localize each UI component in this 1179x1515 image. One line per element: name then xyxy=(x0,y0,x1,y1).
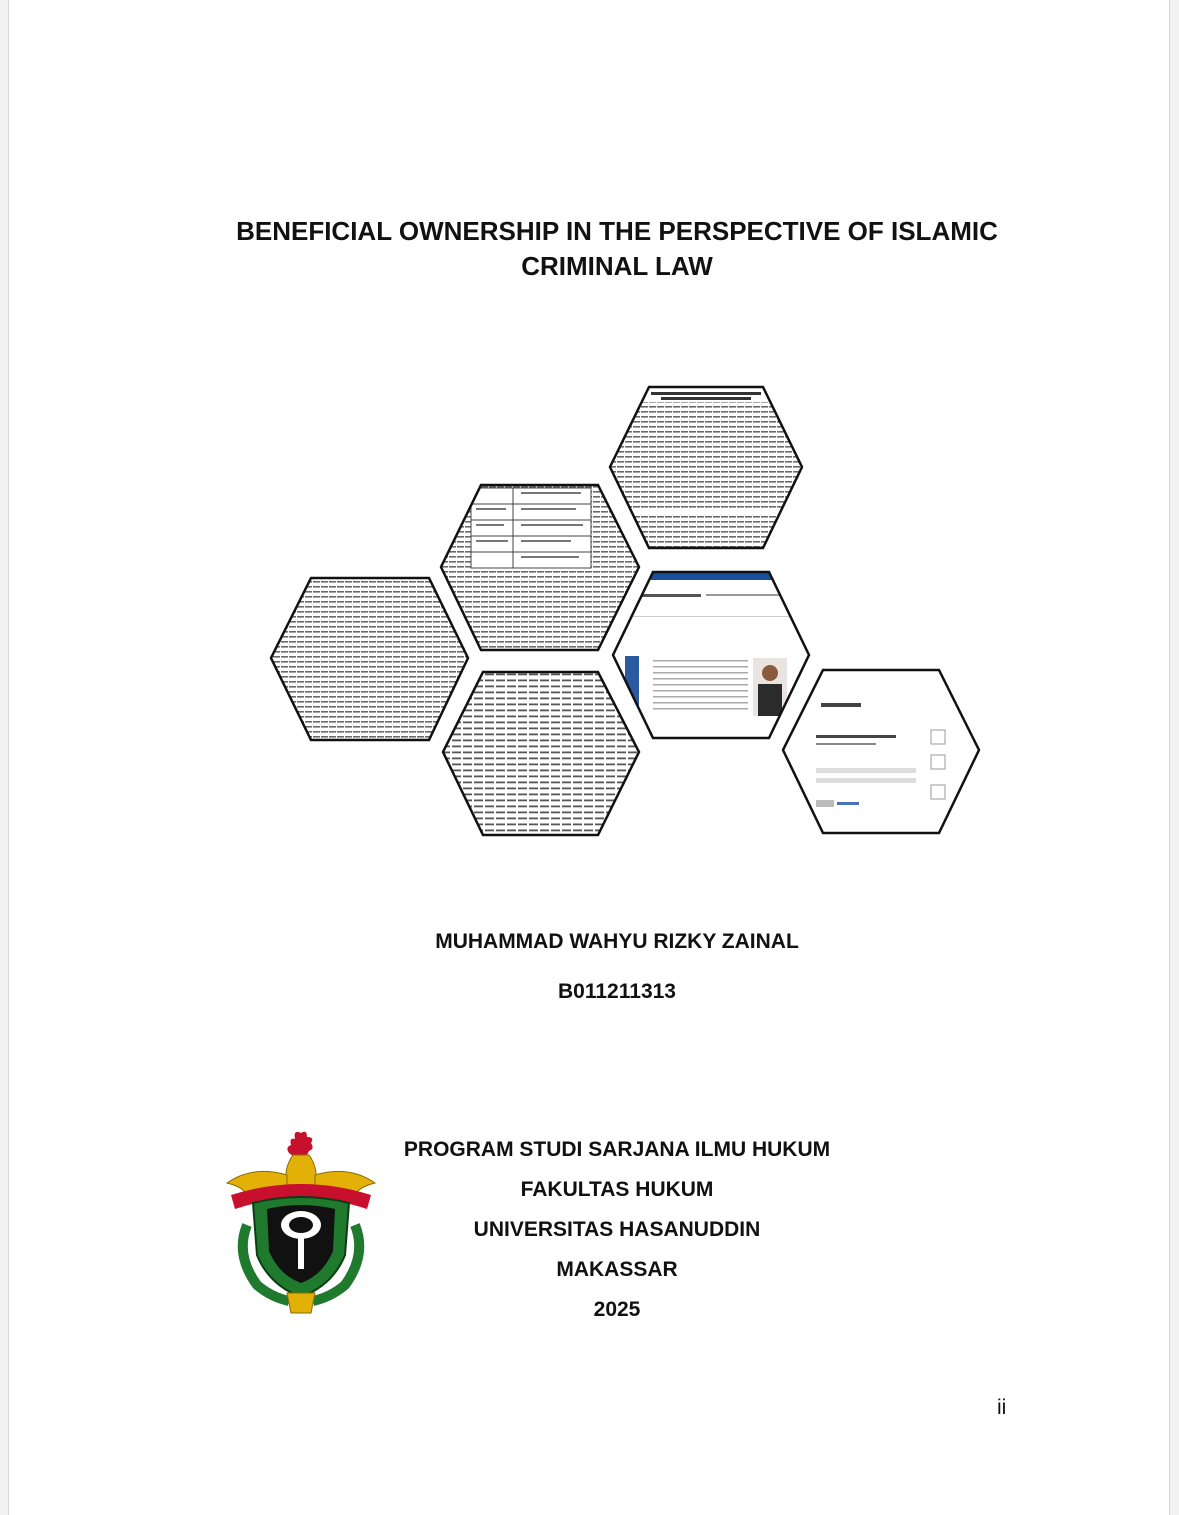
journal-index-hexagon xyxy=(776,665,986,840)
year: 2025 xyxy=(593,1298,641,1321)
university-name: UNIVERSITAS HASANUDDIN xyxy=(473,1218,761,1241)
student-id: B011211313 xyxy=(558,980,676,1003)
title-line-1: BENEFICIAL OWNERSHIP IN THE PERSPECTIVE OF ISLAMIC xyxy=(236,216,998,246)
journal-page-hexagon xyxy=(601,380,811,555)
faculty-name: FAKULTAS HUKUM xyxy=(520,1178,714,1201)
program-name: PROGRAM STUDI SARJANA ILMU HUKUM xyxy=(403,1138,831,1161)
page-number: ii xyxy=(997,1396,1007,1419)
journal-website-hexagon xyxy=(606,565,816,745)
text-page-hexagon xyxy=(266,572,476,747)
title-line-2: CRIMINAL LAW xyxy=(521,251,713,281)
hexagon-collage xyxy=(1,0,1179,900)
document-page xyxy=(8,0,1170,1515)
author-name: MUHAMMAD WAHYU RIZKY ZAINAL xyxy=(435,930,799,953)
table-page-hexagon xyxy=(431,480,646,655)
institution-block xyxy=(1,1130,1179,1330)
city-name: MAKASSAR xyxy=(556,1258,678,1281)
references-page-hexagon xyxy=(436,665,646,840)
